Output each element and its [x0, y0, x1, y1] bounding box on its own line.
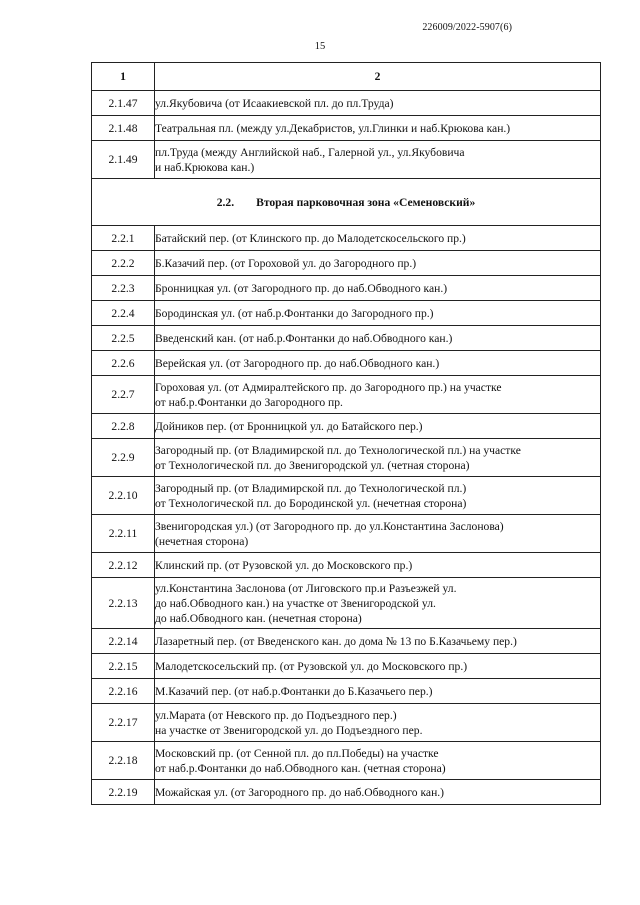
row-description — [155, 116, 601, 141]
description-line: Малодетскосельский пр. (от Рузовской ул. до Московского пр.) — [155, 659, 468, 673]
row-number: 2.2.11 — [92, 515, 155, 553]
row-description — [155, 351, 601, 376]
row-description — [155, 326, 601, 351]
description-line: Верейская ул. (от Загородного пр. до наб.Обводного кан.) — [155, 356, 440, 370]
table-row — [92, 742, 601, 780]
description-line: (нечетная сторона) — [155, 534, 249, 548]
row-number: 2.2.17 — [92, 704, 155, 742]
table-row — [92, 376, 601, 414]
description-line: от Технологической пл. до Бородинской ул. (нечетная сторона) — [155, 496, 467, 510]
table-row — [92, 276, 601, 301]
row-number: 2.2.7 — [92, 376, 155, 414]
table-row — [92, 351, 601, 376]
row-description — [155, 226, 601, 251]
row-number: 2.2.2 — [92, 251, 155, 276]
row-description — [155, 477, 601, 515]
row-description — [155, 91, 601, 116]
description-line: Бородинская ул. (от наб.р.Фонтанки до Загородного пр.) — [155, 306, 434, 320]
row-description — [155, 780, 601, 805]
description-line: Бронницкая ул. (от Загородного пр. до наб.Обводного кан.) — [155, 281, 448, 295]
description-line: Б.Казачий пер. (от Гороховой ул. до Загородного пр.) — [155, 256, 417, 270]
description-line: Дойников пер. (от Бронницкой ул. до Батайского пер.) — [155, 419, 423, 433]
table-row — [92, 414, 601, 439]
street-list-table — [91, 62, 601, 805]
row-description — [155, 629, 601, 654]
description-line: М.Казачий пер. (от наб.р.Фонтанки до Б.Казачьего пер.) — [155, 684, 433, 698]
row-description — [155, 704, 601, 742]
row-description — [155, 414, 601, 439]
table-row — [92, 654, 601, 679]
page-number: 15 — [314, 41, 326, 52]
row-number: 2.2.9 — [92, 439, 155, 477]
table-row — [92, 251, 601, 276]
description-line: ул.Якубовича (от Исаакиевской пл. до пл.Труда) — [155, 96, 394, 110]
row-number: 2.2.16 — [92, 679, 155, 704]
table-row — [92, 301, 601, 326]
table-row — [92, 477, 601, 515]
description-line: Загородный пр. (от Владимирской пл. до Технологической пл.) на участке — [155, 443, 521, 457]
table-row — [92, 679, 601, 704]
row-description — [155, 141, 601, 179]
description-line: Лазаретный пер. (от Введенского кан. до дома № 13 по Б.Казачьему пер.) — [155, 634, 517, 648]
row-description — [155, 376, 601, 414]
description-line: Звенигородская ул.) (от Загородного пр. до ул.Константина Заслонова) — [155, 519, 504, 533]
description-line: от Технологической пл. до Звенигородской ул. (четная сторона) — [155, 458, 470, 472]
table-row — [92, 116, 601, 141]
table-row — [92, 704, 601, 742]
row-number: 2.2.18 — [92, 742, 155, 780]
table-body — [92, 63, 601, 805]
description-line: и наб.Крюкова кан.) — [155, 160, 255, 174]
section-heading-row — [92, 179, 601, 226]
description-line: до наб.Обводного кан.) на участке от Звенигородской ул. — [155, 596, 436, 610]
description-line: Гороховая ул. (от Адмиралтейского пр. до Загородного пр.) на участке — [155, 380, 502, 394]
row-number: 2.2.10 — [92, 477, 155, 515]
row-number: 2.2.15 — [92, 654, 155, 679]
table-row — [92, 91, 601, 116]
row-description — [155, 251, 601, 276]
row-description — [155, 679, 601, 704]
description-line: ул.Константина Заслонова (от Лиговского пр.и Разъезжей ул. — [155, 581, 457, 595]
row-number: 2.2.4 — [92, 301, 155, 326]
row-number: 2.2.6 — [92, 351, 155, 376]
description-line: от наб.р.Фонтанки до наб.Обводного кан. (четная сторона) — [155, 761, 446, 775]
column-header-number: 1 — [92, 63, 155, 91]
row-description — [155, 515, 601, 553]
row-description — [155, 553, 601, 578]
description-line: Театральная пл. (между ул.Декабристов, ул.Глинки и наб.Крюкова кан.) — [155, 121, 511, 135]
row-number: 2.2.8 — [92, 414, 155, 439]
row-description — [155, 742, 601, 780]
row-number: 2.2.1 — [92, 226, 155, 251]
row-number: 2.2.5 — [92, 326, 155, 351]
document-id: 226009/2022-5907(6) — [422, 22, 512, 33]
row-number: 2.2.3 — [92, 276, 155, 301]
description-line: Введенский кан. (от наб.р.Фонтанки до наб.Обводного кан.) — [155, 331, 453, 345]
description-line: до наб.Обводного кан. (нечетная сторона) — [155, 611, 362, 625]
description-line: Загородный пр. (от Владимирской пл. до Технологической пл.) — [155, 481, 467, 495]
row-description — [155, 578, 601, 629]
row-description — [155, 301, 601, 326]
description-line: Московский пр. (от Сенной пл. до пл.Победы) на участке — [155, 746, 439, 760]
table-row — [92, 439, 601, 477]
section-number: 2.2. — [216, 195, 235, 209]
section-title: Вторая парковочная зона «Семеновский» — [256, 195, 476, 209]
column-header-description: 2 — [155, 63, 601, 91]
row-number: 2.1.48 — [92, 116, 155, 141]
row-description — [155, 654, 601, 679]
description-line: Клинский пр. (от Рузовской ул. до Московского пр.) — [155, 558, 413, 572]
table-row — [92, 515, 601, 553]
row-number: 2.2.14 — [92, 629, 155, 654]
description-line: Батайский пер. (от Клинского пр. до Малодетскосельского пр.) — [155, 231, 466, 245]
description-line: ул.Марата (от Невского пр. до Подъездного пер.) — [155, 708, 397, 722]
description-line: на участке от Звенигородской ул. до Подъездного пер. — [155, 723, 423, 737]
table-row — [92, 553, 601, 578]
description-line: Можайская ул. (от Загородного пр. до наб.Обводного кан.) — [155, 785, 445, 799]
row-description — [155, 276, 601, 301]
row-number: 2.1.49 — [92, 141, 155, 179]
table-row — [92, 226, 601, 251]
description-line: от наб.р.Фонтанки до Загородного пр. — [155, 395, 343, 409]
row-description — [155, 439, 601, 477]
table-header-row — [92, 63, 601, 91]
row-number: 2.1.47 — [92, 91, 155, 116]
table-row — [92, 629, 601, 654]
description-line: пл.Труда (между Английской наб., Галерной ул., ул.Якубовича — [155, 145, 465, 159]
table-row — [92, 141, 601, 179]
table-row — [92, 326, 601, 351]
table-row — [92, 578, 601, 629]
row-number: 2.2.12 — [92, 553, 155, 578]
row-number: 2.2.19 — [92, 780, 155, 805]
section-heading — [92, 179, 601, 226]
row-number: 2.2.13 — [92, 578, 155, 629]
table-row — [92, 780, 601, 805]
